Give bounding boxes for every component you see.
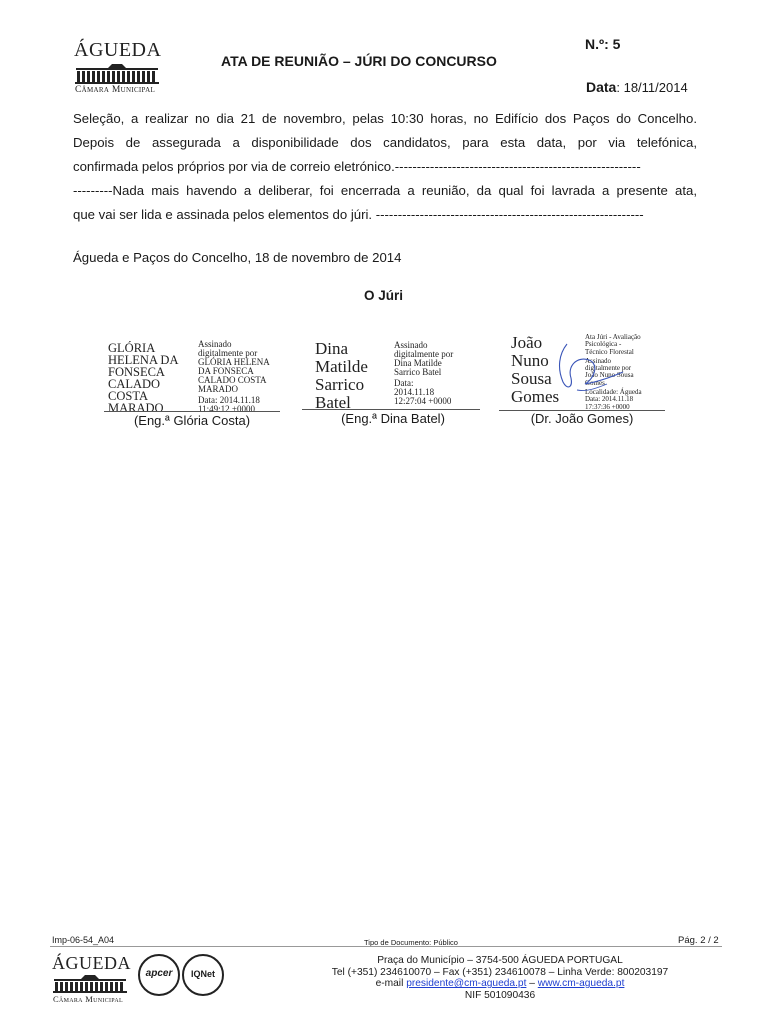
minute-number-value: 5 — [612, 36, 621, 52]
body-line: confirmada pelos próprios por via de correio eletrónico.-------------------------------------------------------- — [73, 159, 641, 174]
minute-number — [585, 36, 620, 52]
signature-details — [198, 340, 270, 414]
document-type: Tipo de Documento: Público — [364, 938, 458, 947]
body-line: Depois de assegurada a disponibilidade dos candidatos, para esta data, por via telefónica, — [73, 135, 697, 150]
footer-nif: NIF 501090436 — [464, 989, 536, 1001]
building-icon — [74, 64, 160, 84]
logo-wordmark: ÁGUEDA — [52, 953, 131, 973]
footer-rule — [50, 946, 722, 947]
place-date: Águeda e Paços do Concelho, 18 de novembro de 2014 — [73, 250, 402, 265]
signature-detail-line: 17:37:36 +0000 — [585, 402, 630, 411]
minute-date — [586, 79, 688, 95]
minutes-body — [73, 107, 697, 227]
header-logo — [74, 39, 164, 97]
iqnet-seal — [182, 954, 224, 996]
logo-wordmark: ÁGUEDA — [74, 39, 162, 61]
signature-detail-line: 11:49:12 +0000 — [198, 404, 255, 414]
signature-detail-line: Assinado — [585, 356, 612, 365]
signature-name-line: Batel — [315, 393, 351, 412]
signature-name — [108, 342, 178, 414]
signature-detail-line: João Nuno Sousa — [585, 371, 634, 380]
form-code: Imp-06-54_A04 — [52, 935, 115, 945]
footer-logo — [52, 953, 132, 1005]
footer-address: Praça do Município – 3754-500 ÁGUEDA PORTUGAL — [377, 955, 623, 966]
iqnet-seal-text: IQNet — [190, 969, 215, 979]
footer-phones: Tel (+351) 234610070 – Fax (+351) 234610078 – Linha Verde: 800203197 — [331, 966, 669, 978]
logo-subtitle: Câmara Municipal — [75, 85, 156, 95]
signature-detail-line: Data: 2014.11.18 — [198, 395, 260, 405]
signature-caption: (Eng.ª Glória Costa) — [133, 413, 251, 428]
signature-block — [302, 338, 480, 433]
signature-name-line: Dina — [315, 339, 349, 358]
signature-name-line: Matilde — [315, 357, 368, 376]
date-value: : 18/11/2014 — [616, 80, 688, 95]
website-link[interactable]: www.cm-agueda.pt — [537, 978, 625, 989]
signature-detail-line: Assinado — [394, 340, 428, 350]
apcer-seal-text: apcer — [145, 968, 173, 979]
signature-detail-line: Gomes — [585, 378, 605, 387]
signature-caption: (Dr. João Gomes) — [530, 411, 634, 426]
signature-name-line: João — [511, 333, 543, 352]
page-label: Pág. — [678, 935, 698, 946]
signature-name-line: Sarrico — [315, 375, 365, 394]
signature-detail-line: MARADO — [198, 384, 239, 394]
document-title: ATA DE REUNIÃO – JÚRI DO CONCURSO — [221, 53, 497, 69]
minute-number-label: N.º: — [585, 36, 609, 52]
signature-detail-line: 2014.11.18 — [394, 387, 435, 397]
signature-name-line: Nuno — [511, 351, 549, 370]
signature-block — [497, 332, 667, 432]
signature-details — [394, 341, 453, 406]
apcer-seal — [138, 954, 180, 996]
signature-detail-line: Psicológica - — [585, 340, 622, 349]
signature-name-line: FONSECA — [108, 365, 165, 379]
building-icon — [52, 975, 128, 993]
email-prefix: e-mail — [375, 978, 404, 989]
email-link[interactable]: presidente@cm-agueda.pt — [406, 978, 527, 989]
signature-detail-line: Localidade: Águeda — [585, 388, 642, 397]
footer-email-row — [300, 978, 700, 990]
footer-separator: – — [529, 978, 535, 989]
signature-detail-line: Técnico Florestal — [585, 347, 634, 356]
page-value: 2 / 2 — [700, 935, 719, 946]
signature-detail-line: CALADO COSTA — [198, 375, 267, 385]
signature-name-line: GLÓRIA — [108, 341, 156, 355]
signature-name-line: Sousa — [511, 369, 552, 388]
jury-heading: O Júri — [364, 288, 404, 303]
signature-name-line: COSTA — [108, 389, 148, 403]
signature-detail-line: Sarrico Batel — [394, 367, 442, 377]
signature-detail-line: Data: 2014.11.18 — [585, 395, 634, 404]
signature-detail-line: Dina Matilde — [394, 358, 442, 368]
page-indicator — [678, 935, 719, 946]
signature-detail-line: GLÓRIA HELENA — [198, 357, 270, 367]
signature-detail-line: Ata Júri - Avaliação — [585, 333, 641, 341]
signature-name-line: MARADO — [108, 401, 164, 415]
signature-block — [104, 338, 280, 433]
body-line: ---------Nada mais havendo a deliberar, foi encerrada a reunião, da qual foi lavrada a presente ata, — [73, 183, 697, 198]
signature-detail-line: Assinado — [198, 339, 232, 349]
date-label: Data — [586, 79, 617, 95]
signature-name — [315, 340, 368, 412]
signature-line — [302, 409, 480, 410]
signature-detail-line: Data: — [394, 378, 414, 388]
signature-caption: (Eng.ª Dina Batel) — [341, 411, 445, 426]
signature-name-line: Gomes — [511, 387, 560, 406]
signature-detail-line: digitalmente por — [198, 348, 258, 358]
signature-detail-line: 12:27:04 +0000 — [394, 396, 452, 406]
footer-contact — [300, 955, 700, 1001]
signature-name-line: CALADO — [108, 377, 161, 391]
signature-line — [104, 411, 280, 412]
logo-subtitle: Câmara Municipal — [53, 994, 123, 1004]
body-line: que vai ser lida e assinada pelos elementos do júri. ------------------------------------------------------------- — [73, 207, 644, 222]
signature-detail-line: digitalmente por — [585, 364, 632, 373]
signature-name-line: HELENA DA — [108, 353, 179, 367]
signature-detail-line: DA FONSECA — [198, 366, 254, 376]
body-line: Seleção, a realizar no dia 21 de novembro, pelas 10:30 horas, no Edifício dos Paços do Concelho. — [73, 111, 697, 126]
handwritten-signature-scribble — [537, 338, 637, 408]
signature-detail-line: digitalmente por — [394, 349, 454, 359]
